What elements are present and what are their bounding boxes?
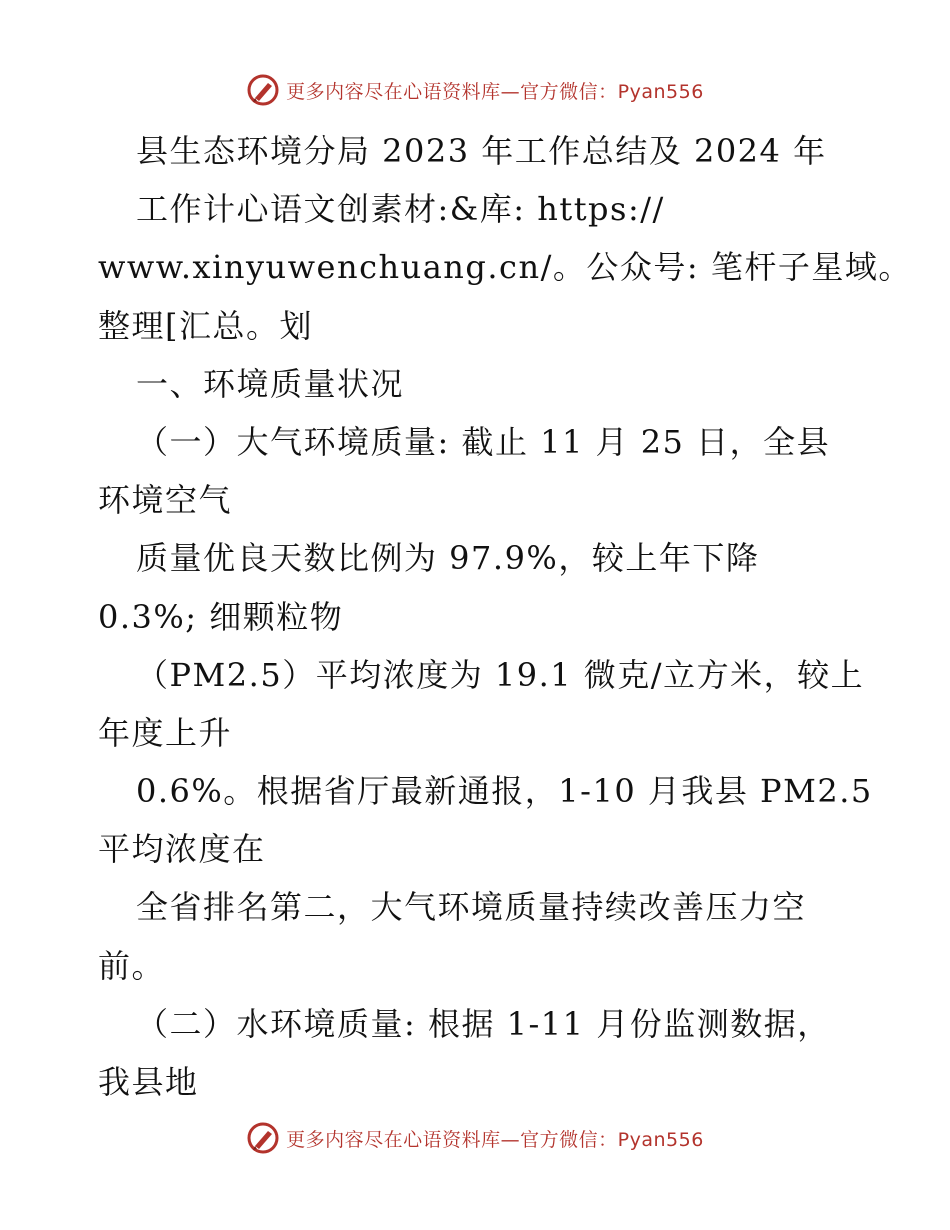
text-line: （PM2.5）平均浓度为 19.1 微克/立方米，较上	[136, 655, 865, 694]
text-line: 年度上升	[98, 713, 233, 752]
text-line: 质量优良天数比例为 97.9%，较上年下降	[136, 539, 760, 578]
text-line: 一、环境质量状况	[136, 364, 405, 403]
pen-logo-icon	[246, 1121, 280, 1155]
header-banner	[0, 70, 950, 110]
footer-banner	[0, 1118, 950, 1158]
text-line: 整理[汇总。划	[98, 306, 313, 345]
text-line: 我县地	[98, 1063, 199, 1101]
footer-banner-text: 更多内容尽在心语资料库—官方微信：Pyan556	[286, 1128, 704, 1151]
text-line: www.xinyuwenchuang.cn/。公众号: 笔杆子星域。	[98, 248, 912, 287]
text-line: 前。	[98, 946, 166, 985]
header-banner-text: 更多内容尽在心语资料库—官方微信：Pyan556	[286, 80, 704, 103]
text-line: （一）大气环境质量: 截止 11 月 25 日，全县	[136, 422, 831, 461]
text-line: （二）水环境质量: 根据 1-11 月份监测数据，	[136, 1004, 831, 1043]
text-line: 全省排名第二，大气环境质量持续改善压力空	[136, 888, 807, 927]
document-body	[98, 122, 912, 1111]
text-line: 环境空气	[98, 481, 233, 520]
text-line: 工作计心语文创素材:&库: https://	[136, 190, 665, 229]
pen-logo-icon	[246, 73, 280, 107]
text-line: 县生态环境分局 2023 年工作总结及 2024 年	[136, 132, 827, 170]
text-line: 0.3%; 细颗粒物	[98, 597, 344, 636]
text-line: 平均浓度在	[98, 830, 266, 869]
text-line: 0.6%。根据省厅最新通报，1-10 月我县 PM2.5	[136, 772, 873, 811]
